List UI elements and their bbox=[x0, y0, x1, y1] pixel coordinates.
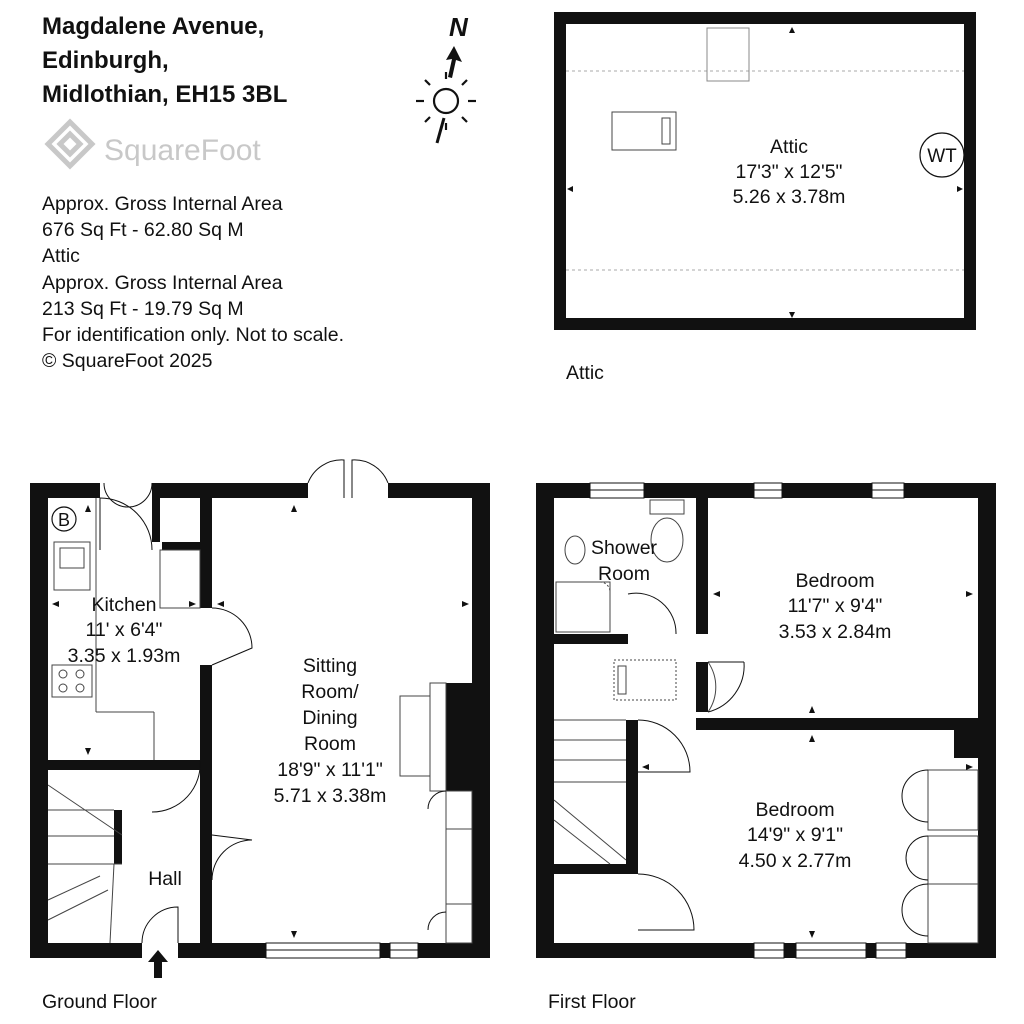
north-arrow-icon bbox=[446, 46, 462, 78]
address-line-3: Midlothian, EH15 3BL bbox=[42, 81, 288, 108]
bedroom1-dim-metric: 3.53 x 2.84m bbox=[778, 621, 892, 643]
attic-plan bbox=[560, 18, 970, 324]
entrance-arrow-icon bbox=[148, 950, 168, 978]
first-floor-plan bbox=[536, 483, 996, 958]
sitting-dim-metric: 5.71 x 3.38m bbox=[273, 785, 387, 807]
boiler-label: B bbox=[57, 510, 71, 530]
compass-north-label: N bbox=[449, 12, 468, 42]
address-line-2: Edinburgh, bbox=[42, 47, 169, 74]
ground-dimension-markers bbox=[52, 505, 469, 938]
bedroom1-name: Bedroom bbox=[795, 570, 875, 592]
kitchen-fittings bbox=[48, 460, 472, 943]
ground-floor-plan bbox=[30, 460, 490, 978]
address-line-1: Magdalene Avenue, bbox=[42, 13, 265, 40]
bedroom2-dim-metric: 4.50 x 2.77m bbox=[738, 850, 852, 872]
sitting-name-1: Sitting bbox=[302, 655, 358, 677]
ground-outer-walls bbox=[30, 483, 490, 958]
area-line-4: Approx. Gross Internal Area bbox=[42, 271, 283, 294]
kitchen-dim-imperial: 11' x 6'4" bbox=[85, 619, 163, 641]
sitting-dim-imperial: 18'9" x 11'1" bbox=[277, 759, 383, 781]
hall-name: Hall bbox=[148, 868, 182, 890]
water-tank-label: WT bbox=[927, 146, 957, 167]
first-dimension-markers bbox=[642, 591, 973, 938]
attic-floor-label: Attic bbox=[566, 362, 604, 384]
logo-wordmark: SquareFoot bbox=[104, 134, 261, 167]
area-line-7: © SquareFoot 2025 bbox=[42, 350, 213, 373]
kitchen-name: Kitchen bbox=[91, 594, 157, 616]
ground-floor-label: Ground Floor bbox=[42, 991, 157, 1013]
shower-name-1: Shower bbox=[590, 537, 658, 559]
bedroom1-dim-imperial: 11'7" x 9'4" bbox=[787, 595, 883, 617]
area-line-3: Attic bbox=[42, 245, 80, 268]
sitting-name-3: Dining bbox=[302, 707, 358, 729]
shower-name-2: Room bbox=[597, 563, 651, 585]
first-floor-label: First Floor bbox=[548, 991, 636, 1013]
area-line-2: 676 Sq Ft - 62.80 Sq M bbox=[42, 219, 244, 242]
ground-internal-walls bbox=[48, 498, 472, 947]
attic-hatch-handle bbox=[662, 118, 670, 144]
attic-room-name: Attic bbox=[770, 136, 808, 158]
area-line-5: 213 Sq Ft - 19.79 Sq M bbox=[42, 297, 244, 320]
sitting-name-2: Room/ bbox=[301, 681, 359, 703]
attic-room-dim-imperial: 17'3" x 12'5" bbox=[735, 161, 843, 183]
bedroom2-name: Bedroom bbox=[755, 799, 835, 821]
area-line-6: For identification only. Not to scale. bbox=[42, 324, 345, 347]
attic-skylight bbox=[707, 28, 749, 81]
kitchen-dim-metric: 3.35 x 1.93m bbox=[67, 645, 181, 667]
sitting-name-4: Room bbox=[303, 733, 357, 755]
sun-compass-icon bbox=[416, 72, 476, 143]
bedroom2-dim-imperial: 14'9" x 9'1" bbox=[746, 824, 844, 846]
attic-room-dim-metric: 5.26 x 3.78m bbox=[732, 186, 846, 208]
area-line-1: Approx. Gross Internal Area bbox=[42, 193, 283, 215]
